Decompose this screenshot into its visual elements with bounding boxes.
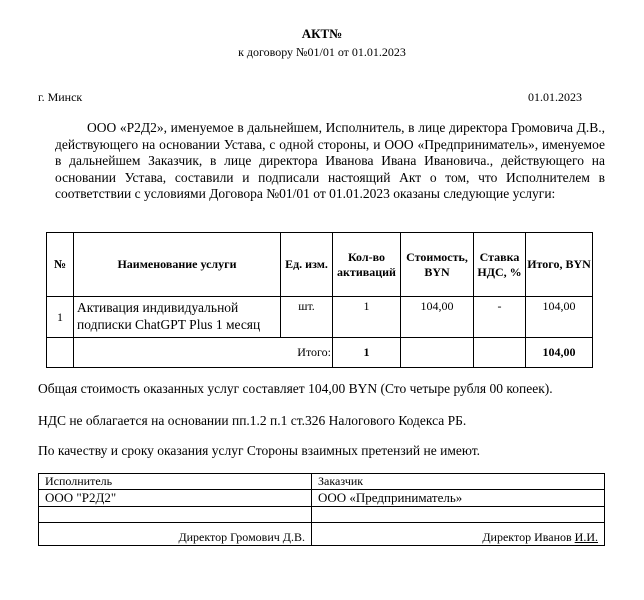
col-header-number: № xyxy=(47,233,74,297)
total-cost-paragraph: Общая стоимость оказанных услуг составляет 104,00 BYN (Сто четыре рубля 00 копеек). xyxy=(38,381,553,396)
table-total-row xyxy=(47,338,593,368)
signature-labels-row xyxy=(39,474,605,490)
place: г. Минск xyxy=(38,90,83,104)
col-header-quantity: Кол-во активаций xyxy=(333,233,401,297)
claims-paragraph: По качеству и сроку оказания услуг Стороны взаимных претензий не имеют. xyxy=(38,443,481,458)
customer-signature-name: Директор Иванов xyxy=(482,530,575,544)
table-row xyxy=(47,297,593,338)
cell-service-name: Активация индивидуальной подписки ChatGPT Plus 1 месяц xyxy=(74,297,281,338)
spacer-cell xyxy=(39,507,312,523)
executor-name: ООО "Р2Д2" xyxy=(39,490,312,507)
cell-quantity: 1 xyxy=(333,297,401,338)
total-empty-cell xyxy=(474,338,526,368)
table-header-row xyxy=(47,233,593,297)
cell-price: 104,00 xyxy=(401,297,474,338)
spacer-cell xyxy=(312,507,605,523)
total-sum: 104,00 xyxy=(526,338,593,368)
document-title: АКТ№ xyxy=(301,26,343,41)
total-label: Итого: xyxy=(74,338,333,368)
customer-signature-initials: И.И. xyxy=(574,530,598,544)
contract-reference: к договору №01/01 от 01.01.2023 xyxy=(238,45,406,59)
customer-label: Заказчик xyxy=(312,474,605,490)
col-header-total: Итого, BYN xyxy=(526,233,593,297)
total-empty-cell xyxy=(401,338,474,368)
customer-signature xyxy=(312,523,605,546)
vat-paragraph: НДС не облагается на основании пп.1.2 п.1 ст.326 Налогового Кодекса РБ. xyxy=(38,413,467,428)
services-table xyxy=(46,232,593,368)
signature-spacer-row xyxy=(39,507,605,523)
intro-paragraph: ООО «Р2Д2», именуемое в дальнейшем, Исполнитель, в лице директора Громовича Д.В., действующего на основании Устава, с одной стороны, и ООО «Предприниматель», именуемое в дальнейшем Заказчик, в лице директора Иванова Ивана Ивановича., действующего на основании Устава, составили и подписали настоящий Акт о том, что Исполнителем в соответствии с условиями Договора №01/01 от 01.01.2023 оказаны следующие услуги: xyxy=(55,120,605,202)
col-header-vat-rate: Ставка НДС, % xyxy=(474,233,526,297)
cell-unit: шт. xyxy=(281,297,333,338)
signature-names-row xyxy=(39,490,605,507)
signature-lines-row xyxy=(39,523,605,546)
total-quantity: 1 xyxy=(333,338,401,368)
executor-label: Исполнитель xyxy=(39,474,312,490)
total-empty-cell xyxy=(47,338,74,368)
signatures-table xyxy=(38,473,605,546)
document-date: 01.01.2023 xyxy=(528,90,582,104)
executor-signature: Директор Громович Д.В. xyxy=(39,523,312,546)
customer-name: ООО «Предприниматель» xyxy=(312,490,605,507)
cell-number: 1 xyxy=(47,297,74,338)
cell-total: 104,00 xyxy=(526,297,593,338)
col-header-service-name: Наименование услуги xyxy=(74,233,281,297)
cell-vat-rate: - xyxy=(474,297,526,338)
col-header-unit: Ед. изм. xyxy=(281,233,333,297)
col-header-price: Стоимость, BYN xyxy=(401,233,474,297)
